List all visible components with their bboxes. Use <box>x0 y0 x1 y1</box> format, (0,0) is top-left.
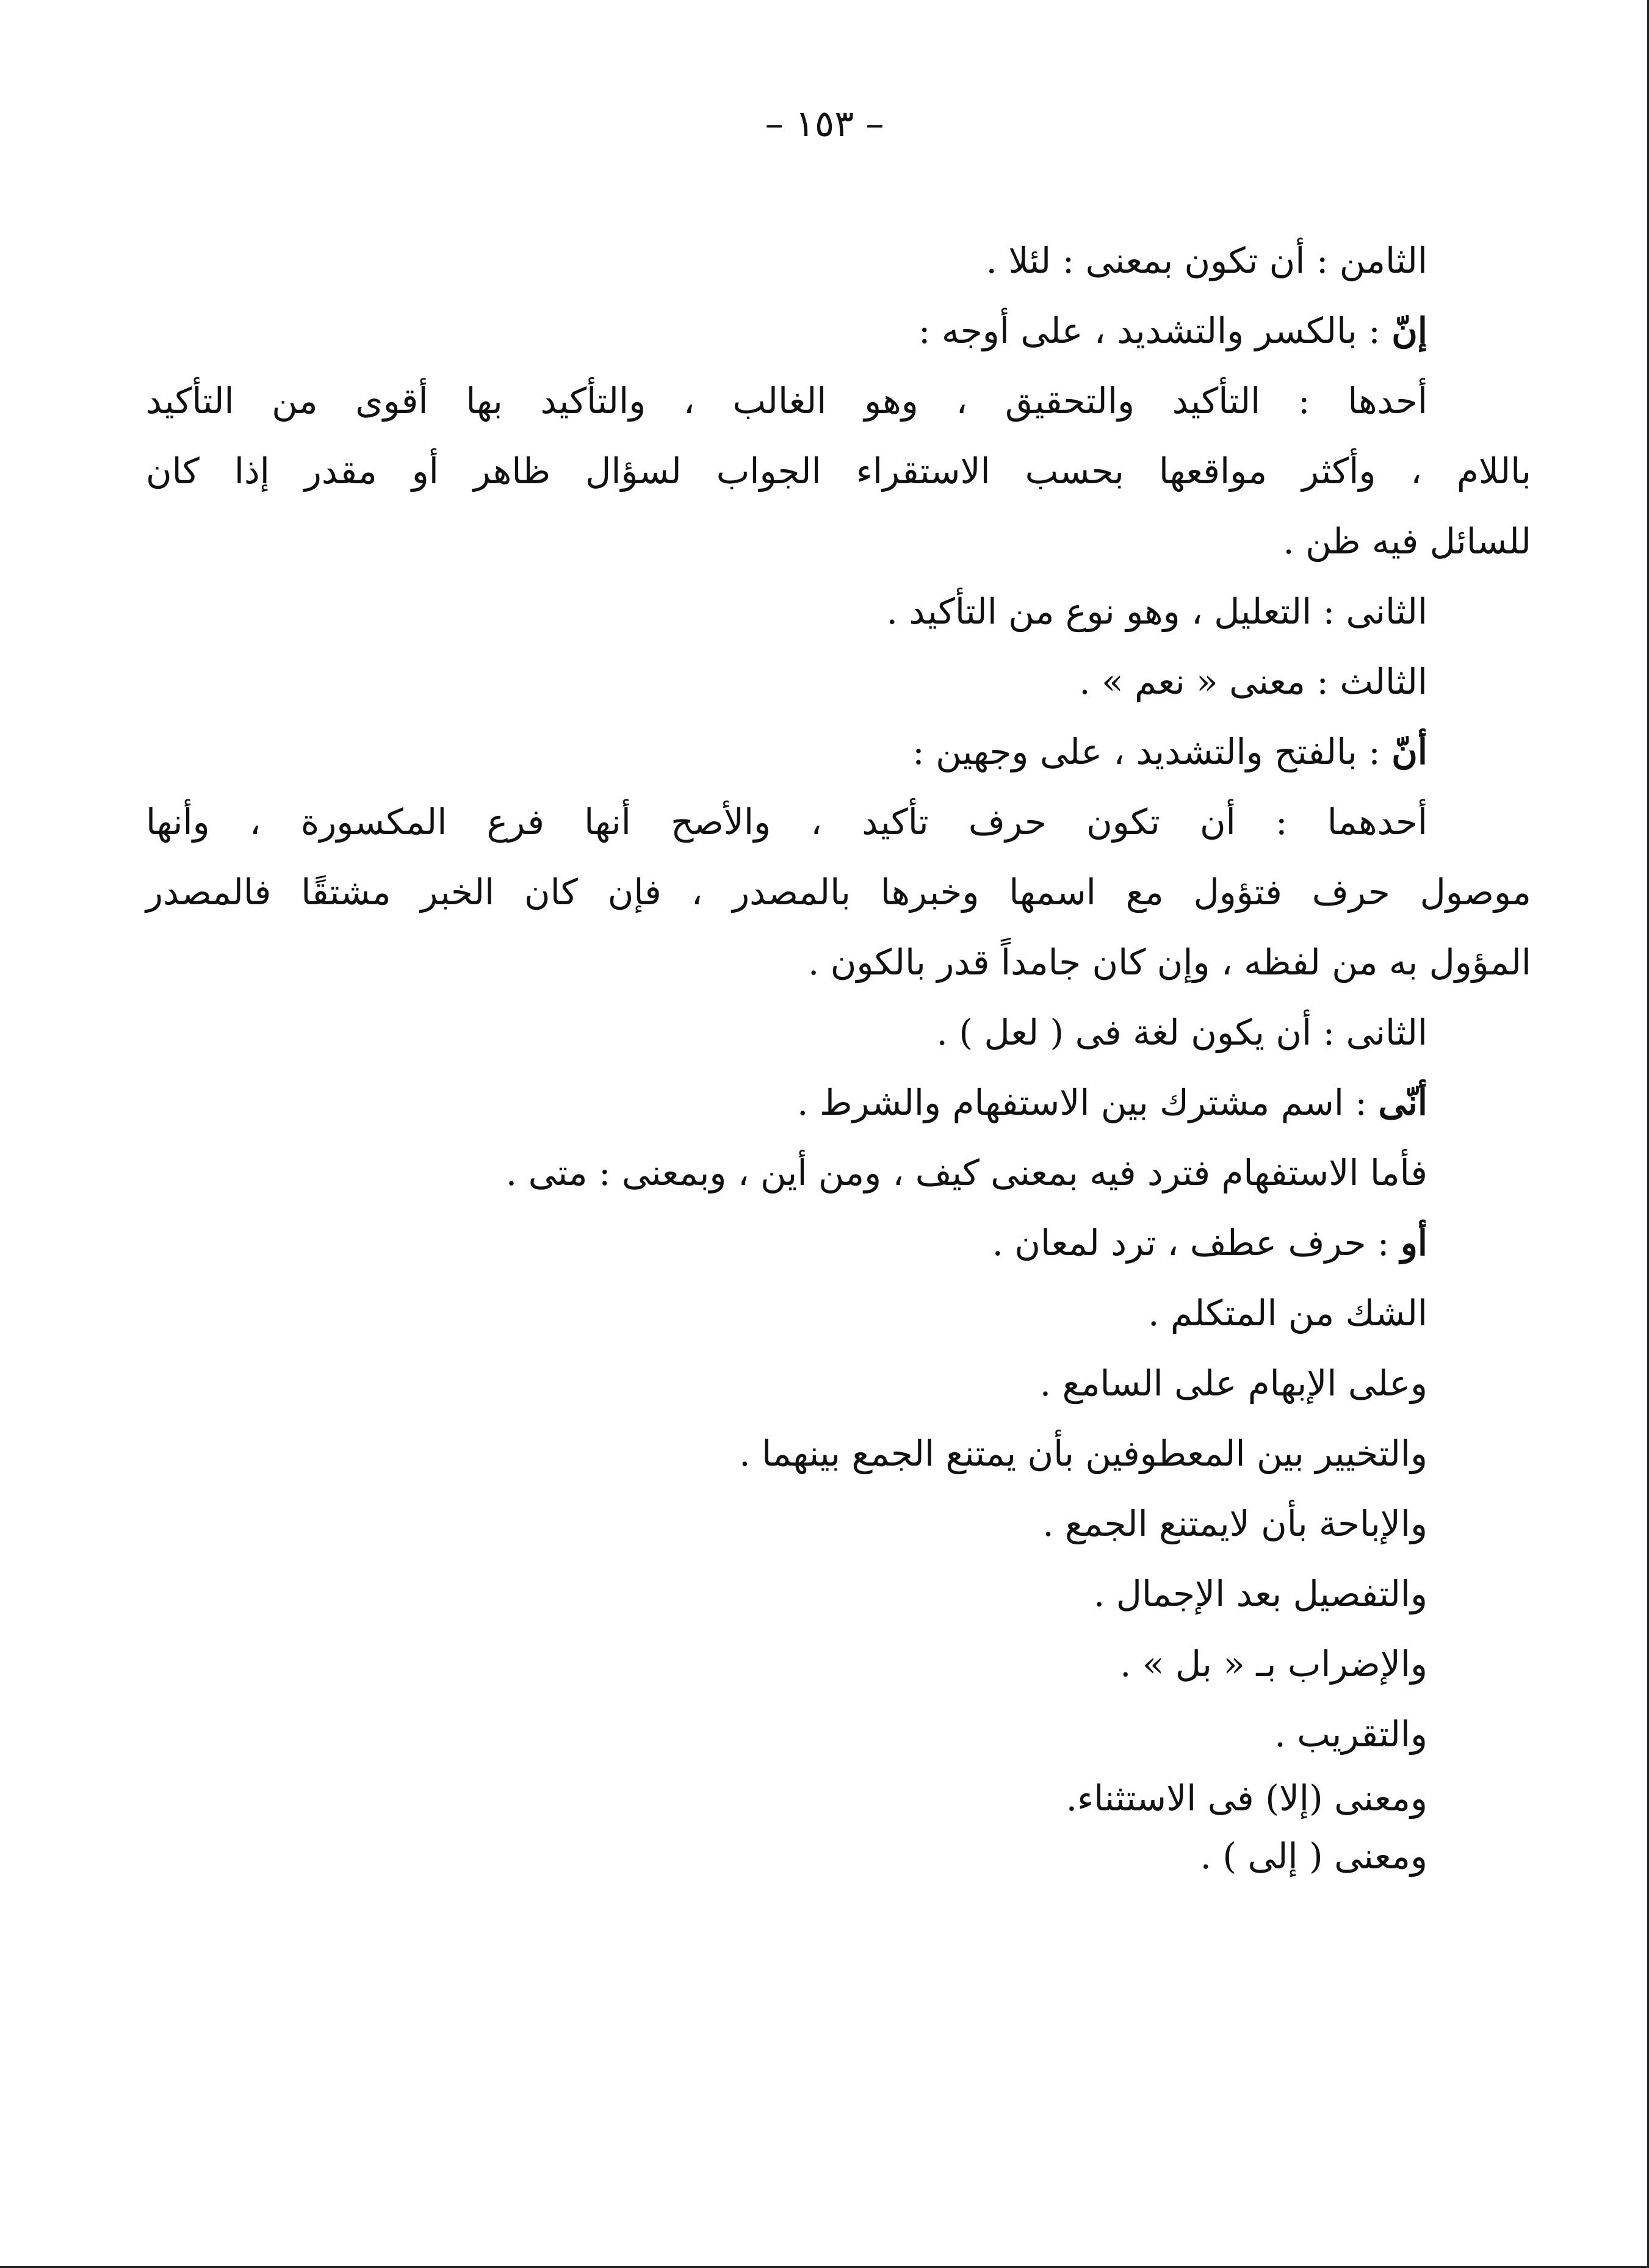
line-text: المؤول به من لفظه ، وإن كان جامداً قدر بالكون . <box>807 941 1531 983</box>
text-line <box>268 1769 1427 1827</box>
body-text <box>146 226 1531 1885</box>
text-line <box>268 717 1427 787</box>
line-text: أحدها : التأكيد والتحقيق ، وهو الغالب ، والتأكيد بها أقوى من التأكيد <box>146 380 1427 422</box>
line-text: وعلى الإبهام على السامع . <box>1039 1363 1427 1404</box>
text-line <box>268 1278 1427 1348</box>
text-line <box>268 577 1427 647</box>
text-line <box>268 1138 1427 1208</box>
line-text: والتفصيل بعد الإجمال . <box>1093 1573 1427 1615</box>
text-line <box>146 857 1531 927</box>
text-line <box>268 1208 1427 1278</box>
entry-headword: أو <box>1400 1222 1427 1264</box>
text-line <box>268 1068 1427 1138</box>
line-text: : اسم مشترك بين الاستفهام والشرط . <box>797 1082 1379 1123</box>
line-text: : بالكسر والتشديد ، على أوجه : <box>918 310 1392 351</box>
line-text: الثالث : معنى « نعم » . <box>1079 661 1427 702</box>
text-line <box>268 1559 1427 1629</box>
text-line <box>146 436 1531 506</box>
text-line <box>268 1629 1427 1699</box>
line-text: والإباحة بأن لايمتنع الجمع . <box>1042 1503 1427 1544</box>
line-text: الثانى : التعليل ، وهو نوع من التأكيد . <box>886 591 1427 632</box>
line-text: الثانى : أن يكون لغة فى ( لعل ) . <box>936 1012 1427 1053</box>
line-text: : بالفتح والتشديد ، على وجهين : <box>912 731 1392 772</box>
text-line <box>268 226 1427 296</box>
text-line <box>268 1419 1427 1489</box>
text-line <box>268 998 1427 1068</box>
line-text: ومعنى ( إلى ) . <box>1200 1835 1427 1877</box>
text-line <box>268 1827 1427 1885</box>
text-line <box>146 787 1427 857</box>
line-text: ومعنى (إلا) فى الاستثناء. <box>1066 1777 1427 1819</box>
text-line <box>268 1699 1427 1769</box>
line-text: باللام ، وأكثر مواقعها بحسب الاستقراء الجواب لسؤال ظاهر أو مقدر إذا كان <box>146 450 1531 492</box>
line-text: والتخيير بين المعطوفين بأن يمتنع الجمع بينهما . <box>739 1433 1427 1474</box>
line-text: والإضراب بـ « بل » . <box>1120 1643 1427 1685</box>
text-line <box>268 296 1427 366</box>
line-text: الشك من المتكلم . <box>1147 1292 1427 1334</box>
line-text: فأما الاستفهام فترد فيه بمعنى كيف ، ومن أين ، وبمعنى : متى . <box>505 1152 1427 1193</box>
entry-headword: إنّ <box>1391 310 1427 351</box>
line-text: موصول حرف فتؤول مع اسمها وخبرها بالمصدر ، فإن كان الخبر مشتقًا فالمصدر <box>146 871 1531 913</box>
text-line <box>268 506 1531 577</box>
text-line <box>268 1348 1427 1419</box>
line-text: للسائل فيه ظن . <box>1283 520 1531 562</box>
line-text: الثامن : أن تكون بمعنى : لئلا . <box>986 240 1427 281</box>
line-text: أحدهما : أن تكون حرف تأكيد ، والأصح أنها فرع المكسورة ، وأنها <box>146 801 1427 843</box>
entry-headword: أنّى <box>1378 1082 1427 1123</box>
page-number: – ١٥٣ – <box>765 103 884 145</box>
text-line <box>268 1489 1427 1559</box>
line-text: والتقريب . <box>1274 1713 1427 1755</box>
text-line <box>268 647 1427 717</box>
line-text: : حرف عطف ، ترد لمعان . <box>992 1222 1401 1264</box>
text-line <box>146 366 1427 436</box>
closing-lines <box>268 1769 1427 1885</box>
text-line <box>268 927 1531 998</box>
entry-headword: أنّ <box>1391 731 1427 772</box>
